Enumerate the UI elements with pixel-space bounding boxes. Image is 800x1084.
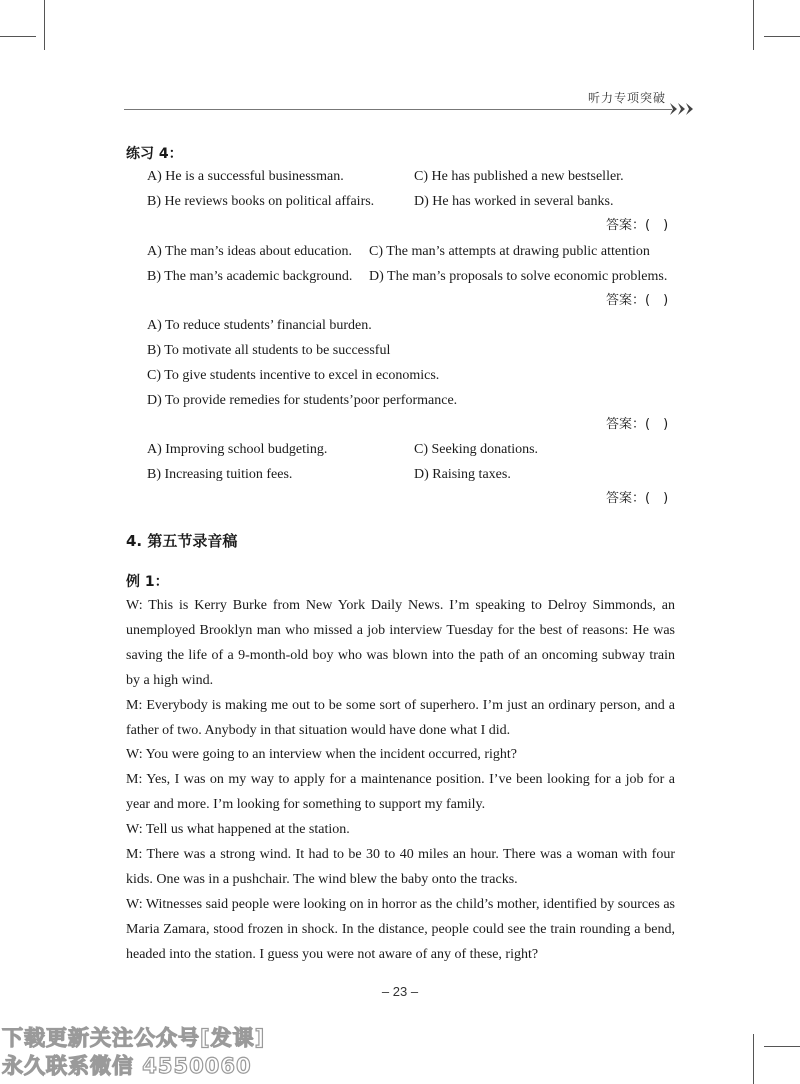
transcript-paragraph: M: There was a strong wind. It had to be 30 to 40 miles an hour. There was a woman with four kids. One was in a pushchair. The wind blew the baby onto the tracks. <box>126 847 675 887</box>
option-a: A) The man’s ideas about education. <box>147 244 353 259</box>
transcript-paragraph: M: Everybody is making me out to be some sort of superhero. I’m just an ordinary person, and a father of two. Anybody in that situation would have done what I did. <box>126 697 675 738</box>
option-c: C) He has published a new bestseller. <box>414 169 624 184</box>
transcript-paragraph: W: You were going to an interview when the incident occurred, right? <box>126 747 517 763</box>
option-b: B) The man’s academic background. <box>147 269 353 284</box>
transcript-paragraph: W: Tell us what happened at the station. <box>126 822 350 838</box>
transcript-paragraph: M: Yes, I was on my way to apply for a maintenance position. I’ve been looking for a job for a year and more. I’m looking for something to support my family. <box>126 772 675 813</box>
page-number: – 23 – <box>381 984 419 999</box>
exercise-label: 练习 4： <box>126 146 183 162</box>
crop-mark <box>44 0 45 50</box>
option-d: D) He has worked in several banks. <box>414 194 614 209</box>
option-b: B) He reviews books on political affairs. <box>147 194 375 209</box>
crop-mark <box>764 1046 800 1047</box>
answer-blank: 答案：( ) <box>606 491 669 506</box>
section-title: 4. 第五节录音稿 <box>126 532 238 550</box>
crop-mark <box>0 36 36 37</box>
option-c: C) The man’s attempts at drawing public attention <box>369 244 650 259</box>
option-a: A) To reduce students’ financial burden. <box>147 318 372 333</box>
option-a: A) He is a successful businessman. <box>147 169 344 184</box>
watermark-line-1: 下载更新关注公众号[发课] <box>2 1026 266 1050</box>
example-label: 例 1： <box>126 574 169 590</box>
crop-mark <box>753 0 754 50</box>
transcript <box>126 594 675 968</box>
answer-blank: 答案：( ) <box>606 293 669 308</box>
header-rule <box>124 109 672 110</box>
option-d: D) To provide remedies for students’poor performance. <box>147 393 458 408</box>
watermark-line-2: 永久联系微信 4550060 <box>2 1054 252 1078</box>
option-d: D) Raising taxes. <box>414 467 511 482</box>
header-title: 听力专项突破 <box>587 91 666 105</box>
option-b: B) Increasing tuition fees. <box>147 467 293 482</box>
option-d: D) The man’s proposals to solve economic problems. <box>369 269 668 284</box>
option-b: B) To motivate all students to be successful <box>147 343 391 358</box>
transcript-paragraph: W: This is Kerry Burke from New York Daily News. I’m speaking to Delroy Simmonds, an unemployed Brooklyn man who missed a job interview Tuesday for the best of reasons: He was saving the life of a 9-month-old boy who was blown into the path of an oncoming subway train by a high wind. <box>126 598 675 688</box>
chevron-arrows-icon <box>670 101 700 117</box>
crop-mark <box>753 1034 754 1084</box>
option-c: C) Seeking donations. <box>414 442 539 457</box>
answer-blank: 答案：( ) <box>606 218 669 233</box>
transcript-paragraph: W: Witnesses said people were looking on in horror as the child’s mother, identified by sources as Maria Zamara, stood frozen in shock. In the distance, people could see the train rounding a bend, headed into the station. I guess you were not aware of any of these, right? <box>126 896 675 962</box>
option-a: A) Improving school budgeting. <box>147 442 328 457</box>
crop-mark <box>764 36 800 37</box>
answer-blank: 答案：( ) <box>606 417 669 432</box>
option-c: C) To give students incentive to excel in economics. <box>147 368 440 383</box>
